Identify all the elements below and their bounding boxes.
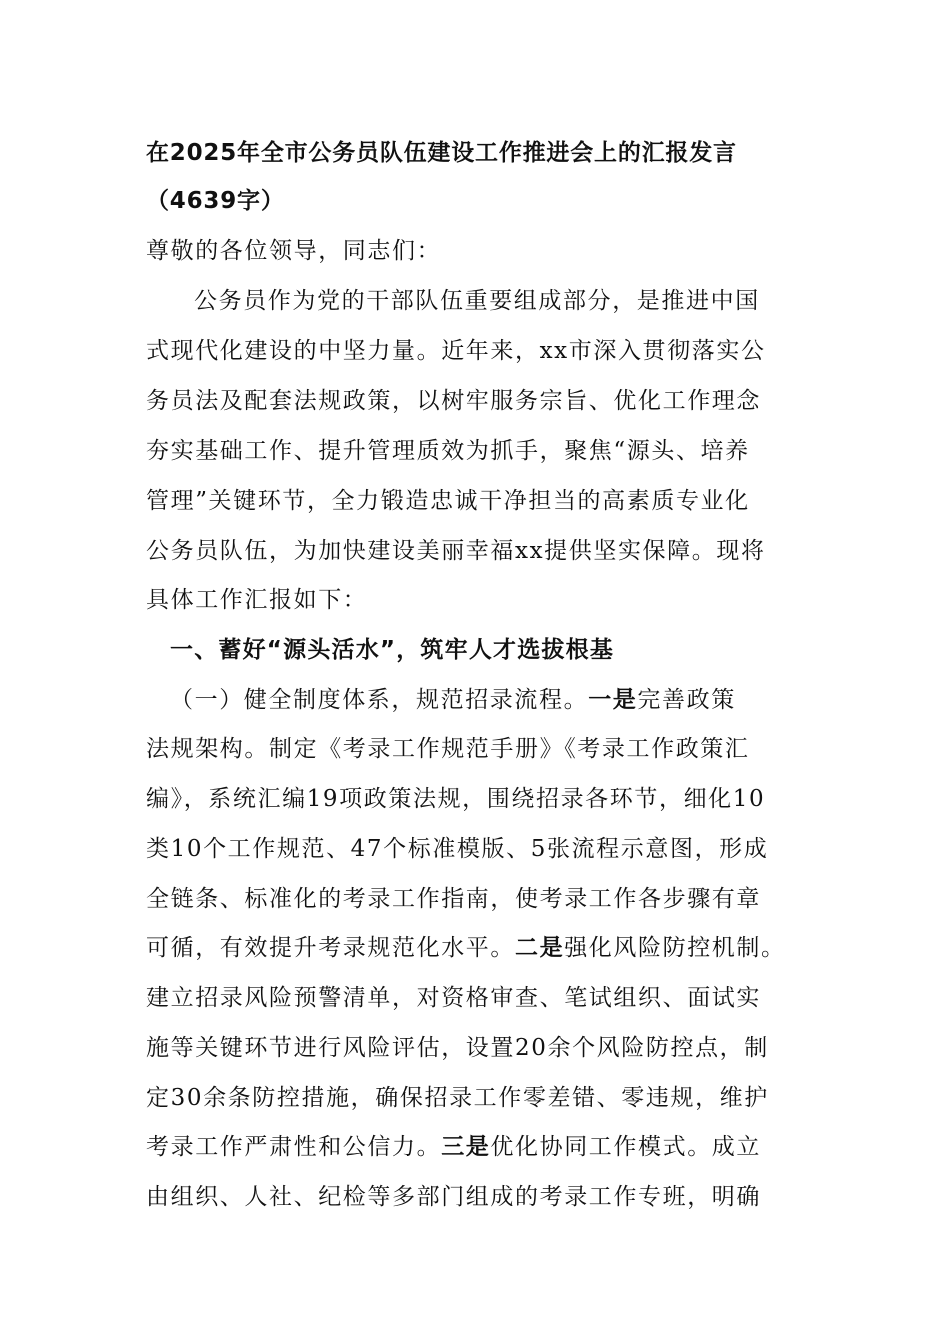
paragraph-line — [170, 685, 870, 715]
intro-line: 夯实基础工作、提升管理质效为抓手，聚焦“源头、培养 — [146, 438, 750, 464]
text-span: 可循，有效提升考录规范化水平。 — [146, 935, 515, 961]
text-span: 完善政策 — [637, 687, 736, 713]
paragraph-line — [146, 1132, 846, 1162]
intro-line: 式现代化建设的中坚力量。近年来，xx市深入贯彻落实公 — [146, 338, 766, 364]
paragraph-line: 定30余条防控措施，确保招录工作零差错、零违规，维护 — [146, 1085, 769, 1111]
paragraph-line — [146, 933, 846, 963]
intro-line: 具体工作汇报如下： — [146, 587, 368, 613]
paragraph-line: 施等关键环节进行风险评估，设置20余个风险防控点，制 — [146, 1035, 769, 1061]
document-title-line1: 在2025年全市公务员队伍建设工作推进会上的汇报发言 — [146, 140, 737, 166]
text-span: 强化风险防控机制。 — [564, 935, 786, 961]
subsection-title: （一）健全制度体系，规范招录流程。 — [170, 687, 589, 713]
salutation: 尊敬的各位领导，同志们： — [146, 238, 442, 264]
paragraph-line: 全链条、标准化的考录工作指南，使考录工作各步骤有章 — [146, 886, 761, 912]
paragraph-line: 由组织、人社、纪检等多部门组成的考录工作专班，明确 — [146, 1184, 761, 1210]
paragraph-line: 建立招录风险预警清单，对资格审查、笔试组织、面试实 — [146, 985, 761, 1011]
bold-marker: 二是 — [515, 935, 565, 961]
intro-line: 管理”关键环节，全力锻造忠诚干净担当的高素质专业化 — [146, 488, 750, 514]
paragraph-line: 编》，系统汇编19项政策法规，围绕招录各环节，细化10 — [146, 786, 766, 812]
section-heading: 一、蓄好“源头活水”，筑牢人才选拔根基 — [170, 637, 615, 663]
paragraph-line: 法规架构。制定《考录工作规范手册》《考录工作政策汇 — [146, 736, 750, 762]
bold-marker: 三是 — [441, 1134, 491, 1160]
bold-marker: 一是 — [588, 687, 638, 713]
text-span: 考录工作严肃性和公信力。 — [146, 1134, 442, 1160]
intro-line: 公务员作为党的干部队伍重要组成部分，是推进中国 — [194, 288, 760, 314]
intro-line: 务员法及配套法规政策，以树牢服务宗旨、优化工作理念 — [146, 388, 761, 414]
text-span: 优化协同工作模式。成立 — [490, 1134, 762, 1160]
paragraph-line: 类10个工作规范、47个标准模版、5张流程示意图，形成 — [146, 836, 769, 862]
document-title-line2: （4639字） — [146, 188, 285, 214]
intro-line: 公务员队伍，为加快建设美丽幸福xx提供坚实保障。现将 — [146, 538, 766, 564]
